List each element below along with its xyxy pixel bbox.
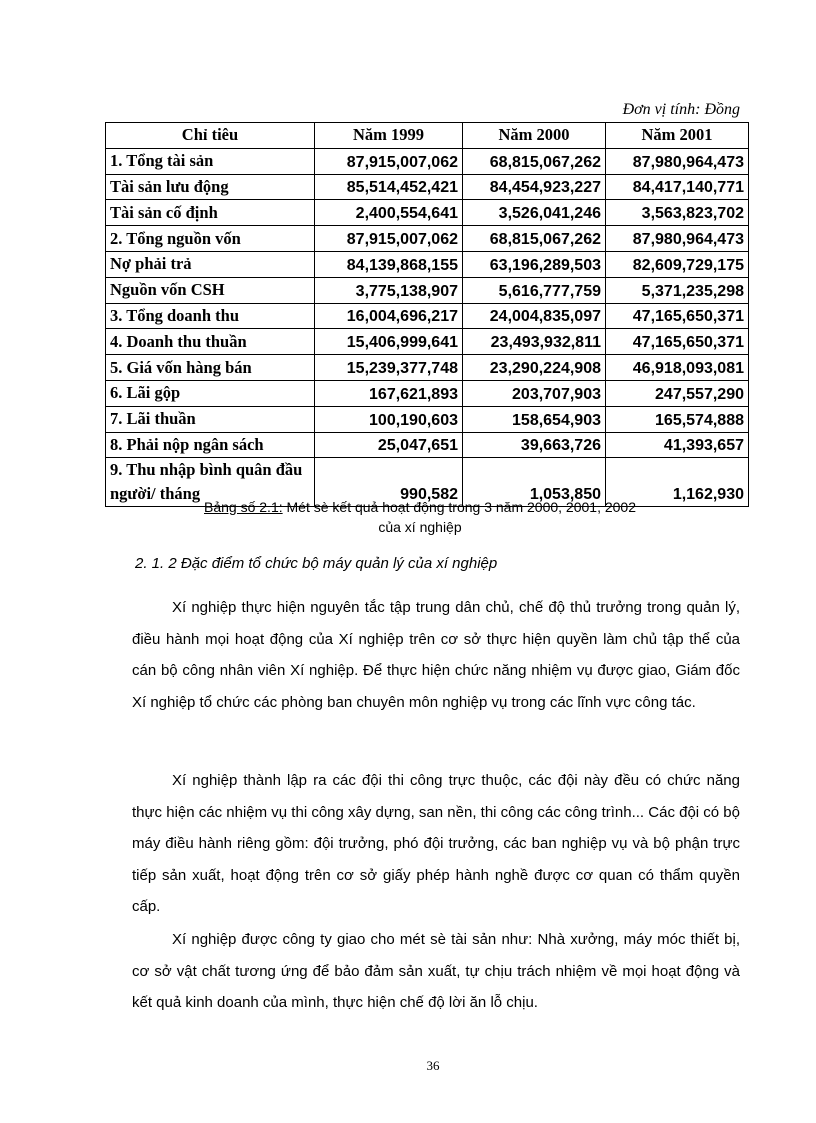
row-label: 5. Giá vốn hàng bán xyxy=(106,355,315,381)
cell-value: 87,915,007,062 xyxy=(315,226,463,252)
header-year-2001: Năm 2001 xyxy=(606,123,749,149)
table-row xyxy=(106,355,749,381)
caption-label: Bảng số 2.1: xyxy=(204,499,283,515)
table-row xyxy=(106,174,749,200)
caption-text: Mét sè kết quả hoạt động trong 3 năm 2000, 2001, 2002 xyxy=(282,499,636,515)
row-label: 9. Thu nhập bình quân đầu người/ tháng xyxy=(106,458,315,507)
table-row xyxy=(106,406,749,432)
table-row xyxy=(106,329,749,355)
cell-value: 46,918,093,081 xyxy=(606,355,749,381)
cell-value: 84,417,140,771 xyxy=(606,174,749,200)
row-label: 4. Doanh thu thuần xyxy=(106,329,315,355)
cell-value: 63,196,289,503 xyxy=(463,251,606,277)
cell-value: 87,980,964,473 xyxy=(606,226,749,252)
cell-value: 68,815,067,262 xyxy=(463,148,606,174)
cell-value: 23,493,932,811 xyxy=(463,329,606,355)
cell-value: 85,514,452,421 xyxy=(315,174,463,200)
cell-value: 990,582 xyxy=(315,458,463,507)
row-label: 3. Tổng doanh thu xyxy=(106,303,315,329)
cell-value: 3,526,041,246 xyxy=(463,200,606,226)
paragraph-3: Xí nghiệp được công ty giao cho mét sè tài sản như: Nhà xưởng, máy móc thiết bị, cơ sở vật chất tương ứng để bảo đảm sản xuất, tự chịu trách nhiệm về mọi hoạt động và kết quả kinh doanh của mình, thực hiện chế độ lời ăn lỗ chịu. xyxy=(132,931,740,1011)
cell-value: 5,371,235,298 xyxy=(606,277,749,303)
cell-value: 15,406,999,641 xyxy=(315,329,463,355)
cell-value: 2,400,554,641 xyxy=(315,200,463,226)
header-year-1999: Năm 1999 xyxy=(315,123,463,149)
cell-value: 68,815,067,262 xyxy=(463,226,606,252)
cell-value: 203,707,903 xyxy=(463,380,606,406)
cell-value: 3,563,823,702 xyxy=(606,200,749,226)
cell-value: 24,004,835,097 xyxy=(463,303,606,329)
cell-value: 41,393,657 xyxy=(606,432,749,458)
cell-value: 82,609,729,175 xyxy=(606,251,749,277)
cell-value: 100,190,603 xyxy=(315,406,463,432)
cell-value: 165,574,888 xyxy=(606,406,749,432)
cell-value: 25,047,651 xyxy=(315,432,463,458)
header-indicator: Chỉ tiêu xyxy=(106,123,315,149)
table-row xyxy=(106,148,749,174)
row-label: Tài sản lưu động xyxy=(106,174,315,200)
section-heading: 2. 1. 2 Đặc điểm tổ chức bộ máy quản lý của xí nghiệp xyxy=(135,555,498,572)
caption-line-2: của xí nghiệp xyxy=(378,519,462,535)
cell-value: 1,053,850 xyxy=(463,458,606,507)
cell-value: 1,162,930 xyxy=(606,458,749,507)
table-row xyxy=(106,303,749,329)
cell-value: 16,004,696,217 xyxy=(315,303,463,329)
caption-line-1 xyxy=(150,497,690,517)
cell-value: 39,663,726 xyxy=(463,432,606,458)
header-year-2000: Năm 2000 xyxy=(463,123,606,149)
cell-value: 158,654,903 xyxy=(463,406,606,432)
table-row xyxy=(106,432,749,458)
table-row xyxy=(106,200,749,226)
row-label: Nguồn vốn CSH xyxy=(106,277,315,303)
cell-value: 3,775,138,907 xyxy=(315,277,463,303)
table-row xyxy=(106,277,749,303)
cell-value: 5,616,777,759 xyxy=(463,277,606,303)
paragraph-1: Xí nghiệp thực hiện nguyên tắc tập trung dân chủ, chế độ thủ trưởng trong quản lý, điều hành mọi hoạt động của Xí nghiệp trên cơ sở thực hiện quyền làm chủ tập thể của cán bộ công nhân viên Xí nghiệp. Để thực hiện chức năng nhiệm vụ được giao, Giám đốc Xí nghiệp tổ chức các phòng ban chuyên môn nghiệp vụ trong các lĩnh vực công tác. xyxy=(132,599,740,711)
table-row xyxy=(106,226,749,252)
cell-value: 87,915,007,062 xyxy=(315,148,463,174)
cell-value: 47,165,650,371 xyxy=(606,329,749,355)
cell-value: 84,454,923,227 xyxy=(463,174,606,200)
row-label: Tài sản cố định xyxy=(106,200,315,226)
cell-value: 167,621,893 xyxy=(315,380,463,406)
page-number: 36 xyxy=(426,1058,440,1073)
cell-value: 47,165,650,371 xyxy=(606,303,749,329)
row-label: 1. Tổng tài sản xyxy=(106,148,315,174)
row-label: 2. Tổng nguồn vốn xyxy=(106,226,315,252)
row-label: 6. Lãi gộp xyxy=(106,380,315,406)
cell-value: 15,239,377,748 xyxy=(315,355,463,381)
cell-value: 84,139,868,155 xyxy=(315,251,463,277)
cell-value: 23,290,224,908 xyxy=(463,355,606,381)
table-header-row xyxy=(106,123,749,149)
paragraph-2: Xí nghiệp thành lập ra các đội thi công trực thuộc, các đội này đều có chức năng thực hiện các nhiệm vụ thi công xây dựng, san nền, thi công các công trình... Các đội có bộ máy điều hành riêng gồm: đội trưởng, phó đội trưởng, các ban nghiệp vụ và bộ phận trực tiếp sản xuất, hoạt động trên cơ sở giấy phép hành nghề được cơ quan có thẩm quyền cấp. xyxy=(132,772,740,915)
cell-value: 247,557,290 xyxy=(606,380,749,406)
table-row xyxy=(106,251,749,277)
financial-results-table xyxy=(105,122,749,507)
row-label: 8. Phải nộp ngân sách xyxy=(106,432,315,458)
cell-value: 87,980,964,473 xyxy=(606,148,749,174)
row-label: 7. Lãi thuần xyxy=(106,406,315,432)
row-label: Nợ phải trả xyxy=(106,251,315,277)
table-caption xyxy=(150,497,690,537)
unit-note: Đơn vị tính: Đồng xyxy=(622,101,740,118)
table-row xyxy=(106,380,749,406)
